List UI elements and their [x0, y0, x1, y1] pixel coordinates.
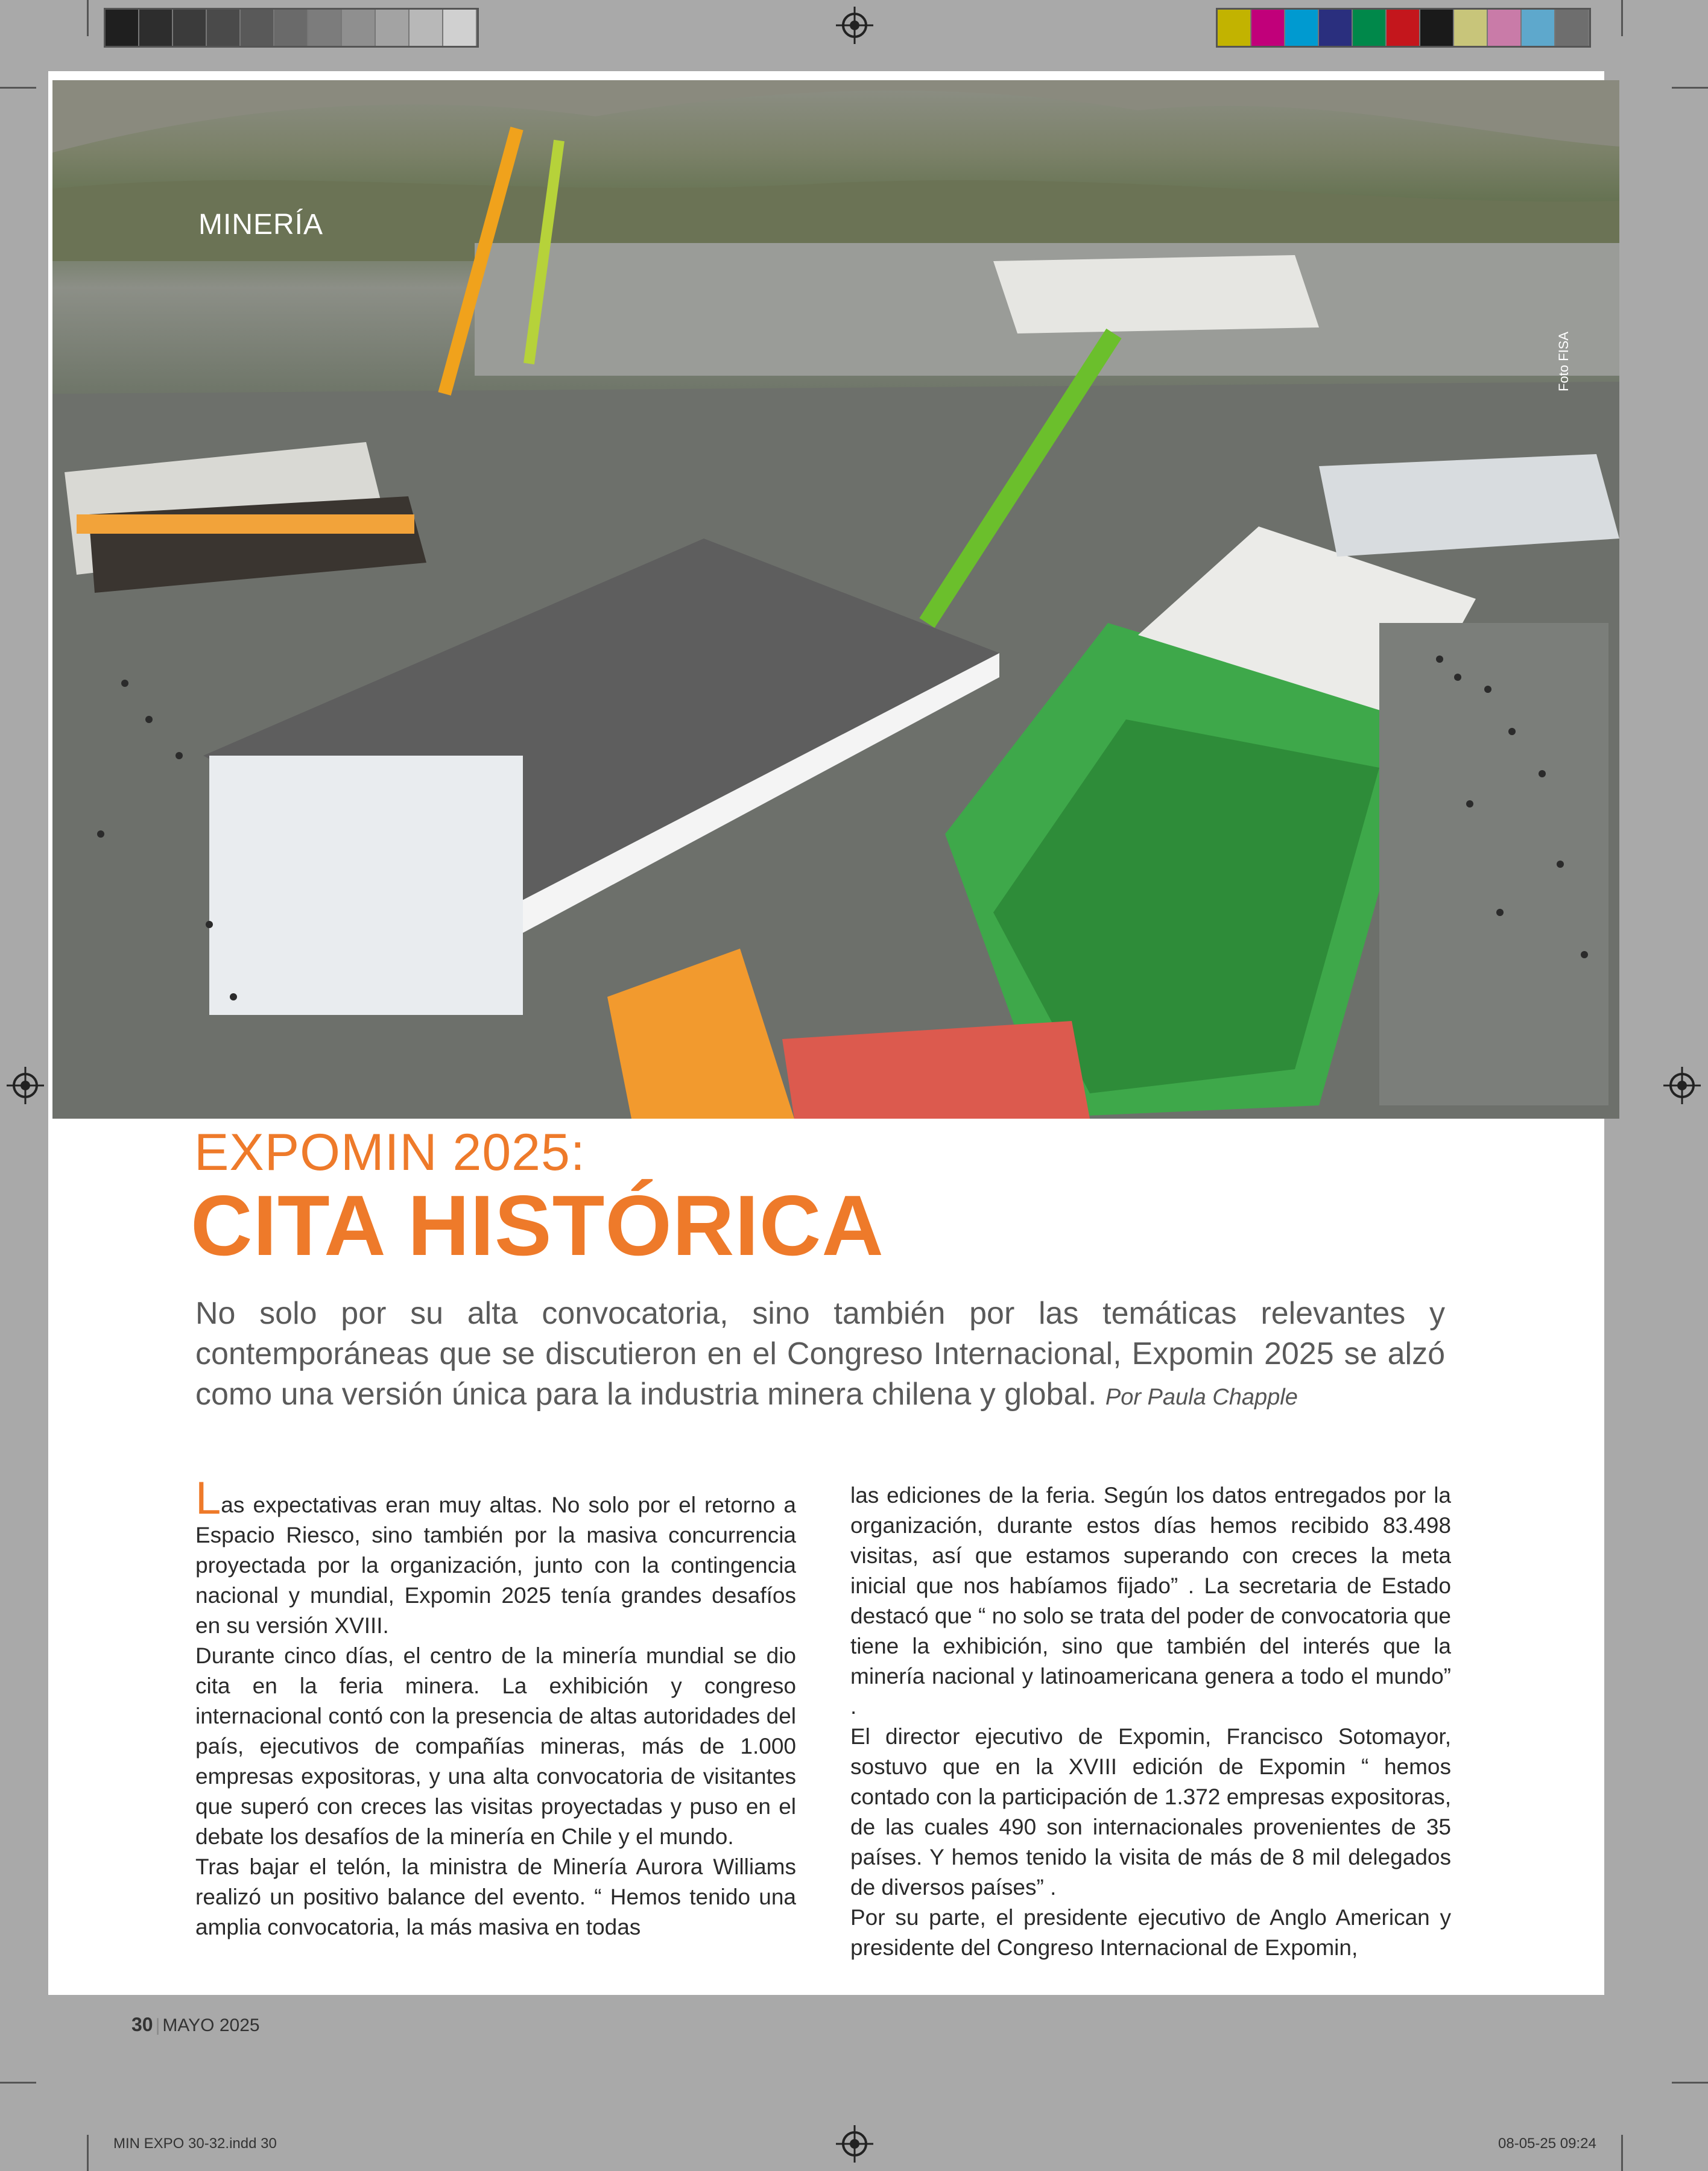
crop-mark: [1672, 2082, 1708, 2084]
crop-mark: [87, 0, 89, 36]
body-column-right: [850, 1481, 1451, 1963]
color-swatch: [1522, 10, 1555, 46]
paragraph: Durante cinco días, el centro de la minería mundial se dio cita en la feria minera. La exhibición y congreso internacional contó con la presencia de altas autoridades del país, ejecutivos de compañías mineras, más de 1.000 empresas expositoras, y una alta convocatoria de visitantes que superó con creces las visitas proyectadas y puso en el debate los desafíos de la minería en Chile y el mundo.: [195, 1643, 796, 1849]
print-timestamp: 08-05-25 09:24: [1498, 2135, 1596, 2152]
page-folio: [131, 2014, 260, 2036]
page-number: 30: [131, 2014, 153, 2035]
lead-text: No solo por su alta convocatoria, sino también por las temáticas relevantes y contemporáneas que se discutieron en el Congreso Internacional, Expomin 2025 se alzó como una versión única para la industria minera chilena y global.: [195, 1296, 1445, 1412]
crop-mark: [1621, 0, 1623, 36]
color-swatch: [1319, 10, 1353, 46]
process-color-bar: [1216, 8, 1591, 48]
paragraph: Por su parte, el presidente ejecutivo de Anglo American y presidente del Congreso Internacional de Expomin,: [850, 1905, 1451, 1960]
grayscale-color-bar: [104, 8, 479, 48]
color-swatch: [1488, 10, 1522, 46]
color-swatch: [410, 10, 443, 46]
article-kicker: EXPOMIN 2025:: [194, 1123, 586, 1181]
registration-mark-bottom: [842, 2131, 867, 2157]
byline: Por Paula Chapple: [1105, 1385, 1298, 1410]
color-swatch: [207, 10, 241, 46]
article-headline: CITA HISTÓRICA: [191, 1178, 884, 1274]
color-swatch: [1218, 10, 1251, 46]
color-swatch: [1353, 10, 1387, 46]
color-swatch: [173, 10, 207, 46]
crop-mark: [0, 2082, 36, 2084]
paragraph: las ediciones de la feria. Según los datos entregados por la organización, durante estos días hemos recibido 83.498 visitas, así que estamos superando con creces la meta inicial que nos habíamos fijado” . La secretaria de Estado destacó que “ no solo se trata del poder de convocatoria que tiene la exhibición, sino que también del interés que la minería nacional y latinoamericana genera a todo el mundo” .: [850, 1483, 1451, 1719]
color-swatch: [1420, 10, 1454, 46]
paragraph: [195, 1473, 796, 1641]
color-swatch: [274, 10, 308, 46]
color-swatch: [1454, 10, 1488, 46]
color-swatch: [443, 10, 477, 46]
crop-mark: [1672, 87, 1708, 89]
color-swatch: [342, 10, 376, 46]
color-swatch: [376, 10, 410, 46]
article-lead: [195, 1294, 1445, 1418]
color-swatch: [106, 10, 139, 46]
crop-mark: [1621, 2135, 1623, 2171]
body-column-left: [195, 1473, 796, 1942]
paragraph: Tras bajar el telón, la ministra de Minería Aurora Williams realizó un positivo balance del evento. “ Hemos tenido una amplia convocatoria, la más masiva en todas: [195, 1854, 796, 1939]
crop-mark: [87, 2135, 89, 2171]
crop-mark: [0, 87, 36, 89]
color-swatch: [1555, 10, 1589, 46]
section-label: MINERÍA: [198, 209, 324, 241]
registration-mark-top: [842, 13, 867, 38]
expo-aerial-photo: [52, 80, 1619, 1119]
paragraph: El director ejecutivo de Expomin, Francisco Sotomayor, sostuvo que en la XVIII edición de Expomin “ hemos contado con la participación de 1.372 empresas expositoras, de las cuales 490 son internacionales provenientes de 35 países. Y hemos tenido la visita de más de 8 mil delegados de diversos países” .: [850, 1724, 1451, 1900]
file-slug: MIN EXPO 30-32.indd 30: [113, 2135, 277, 2152]
registration-mark-right: [1669, 1073, 1695, 1098]
photo-credit: Foto FISA: [1556, 331, 1571, 391]
color-swatch: [139, 10, 173, 46]
registration-mark-left: [13, 1073, 38, 1098]
issue-date: MAYO 2025: [162, 2015, 260, 2035]
color-swatch: [241, 10, 274, 46]
paragraph-text: as expectativas eran muy altas. No solo por el retorno a Espacio Riesco, sino también por la masiva concurrencia proyectada por la organización, junto con la contingencia nacional y mundial, Expomin 2025 tenía grandes desafíos en su versión XVIII.: [195, 1493, 796, 1638]
folio-separator: |: [155, 2015, 160, 2035]
color-swatch: [1387, 10, 1420, 46]
drop-cap: L: [195, 1473, 221, 1524]
color-swatch: [1251, 10, 1285, 46]
color-swatch: [308, 10, 342, 46]
color-swatch: [1285, 10, 1319, 46]
